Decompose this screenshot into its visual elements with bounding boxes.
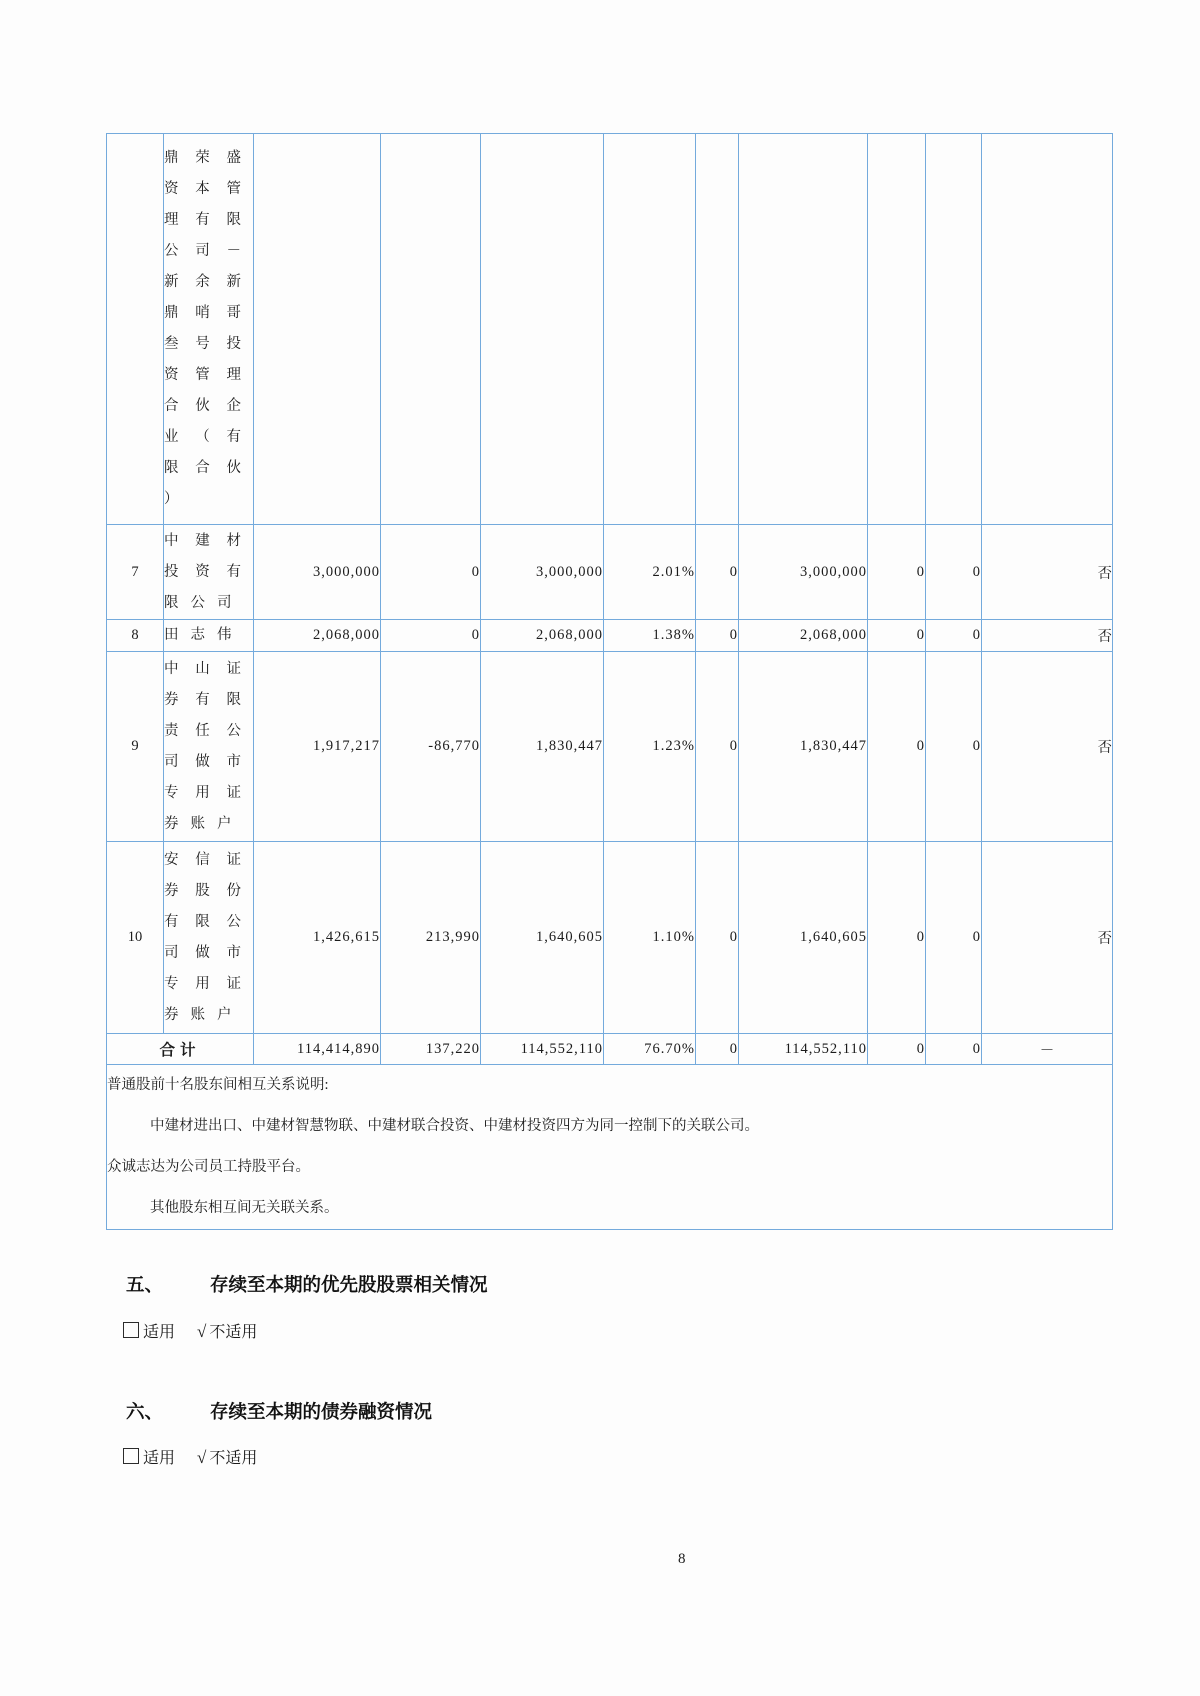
check-mark-icon: √ bbox=[197, 1448, 207, 1467]
shareholder-name-cell: 中建材投资有限公司 bbox=[164, 525, 254, 620]
value-cell: 3,000,000 bbox=[254, 525, 381, 620]
value-cell: 1.38% bbox=[604, 620, 696, 652]
value-cell: 1,640,605 bbox=[739, 842, 868, 1034]
answer-cell: 否 bbox=[982, 620, 1113, 652]
value-cell: 1.23% bbox=[604, 652, 696, 842]
value-cell: 213,990 bbox=[381, 842, 481, 1034]
value-cell bbox=[481, 134, 604, 525]
value-cell: 0 bbox=[926, 525, 982, 620]
total-value-cell: 0 bbox=[696, 1034, 739, 1065]
notes-row bbox=[107, 1065, 1113, 1230]
answer-cell bbox=[982, 134, 1113, 525]
value-cell: 0 bbox=[926, 842, 982, 1034]
relationship-notes-cell bbox=[107, 1065, 1113, 1230]
value-cell: 1,640,605 bbox=[481, 842, 604, 1034]
value-cell: 0 bbox=[926, 652, 982, 842]
table-row bbox=[107, 620, 1113, 652]
answer-cell: 否 bbox=[982, 652, 1113, 842]
check-mark-icon: √ bbox=[197, 1322, 207, 1341]
row-number-cell: 8 bbox=[107, 620, 164, 652]
value-cell: 0 bbox=[381, 525, 481, 620]
value-cell: 0 bbox=[696, 652, 739, 842]
not-applicable-label: 不适用 bbox=[209, 1450, 258, 1467]
row-number-cell: 10 bbox=[107, 842, 164, 1034]
notes-line: 其他股东相互间无关联关系。 bbox=[150, 1200, 339, 1216]
value-cell: 1,830,447 bbox=[481, 652, 604, 842]
total-value-cell: 0 bbox=[926, 1034, 982, 1065]
value-cell: 1,917,217 bbox=[254, 652, 381, 842]
section-number: 六、 bbox=[126, 1401, 164, 1422]
total-label-cell: 合计 bbox=[107, 1034, 254, 1065]
value-cell: 2,068,000 bbox=[739, 620, 868, 652]
shareholder-name-cell: 中山证券有限责任公司做市专用证券账户 bbox=[164, 652, 254, 842]
shareholder-table-body bbox=[107, 134, 1113, 1230]
value-cell bbox=[868, 134, 926, 525]
total-value-cell: 0 bbox=[868, 1034, 926, 1065]
applicable-label: 适用 bbox=[143, 1324, 176, 1341]
value-cell bbox=[926, 134, 982, 525]
total-answer-cell: － bbox=[982, 1034, 1113, 1065]
section-title: 存续至本期的优先股股票相关情况 bbox=[210, 1274, 488, 1295]
shareholder-name-cell: 安信证券股份有限公司做市专用证券账户 bbox=[164, 842, 254, 1034]
section-number: 五、 bbox=[126, 1274, 164, 1295]
answer-cell: 否 bbox=[982, 842, 1113, 1034]
notes-line: 众诚志达为公司员工持股平台。 bbox=[107, 1159, 310, 1175]
section-heading-bond-financing bbox=[126, 1399, 432, 1425]
value-cell: 0 bbox=[381, 620, 481, 652]
section-heading-preferred-shares bbox=[126, 1272, 488, 1298]
value-cell: -86,770 bbox=[381, 652, 481, 842]
value-cell bbox=[604, 134, 696, 525]
value-cell bbox=[254, 134, 381, 525]
row-number-cell: 7 bbox=[107, 525, 164, 620]
value-cell bbox=[696, 134, 739, 525]
value-cell: 1,830,447 bbox=[739, 652, 868, 842]
value-cell: 2.01% bbox=[604, 525, 696, 620]
table-row bbox=[107, 652, 1113, 842]
row-number-cell: 9 bbox=[107, 652, 164, 842]
shareholder-name-cell: 鼎荣盛资本管理有限公司－新余新鼎哨哥叁号投资管理合伙企业（有限合伙） bbox=[164, 134, 254, 525]
value-cell: 0 bbox=[696, 842, 739, 1034]
total-value-cell: 137,220 bbox=[381, 1034, 481, 1065]
value-cell: 3,000,000 bbox=[739, 525, 868, 620]
value-cell: 1,426,615 bbox=[254, 842, 381, 1034]
shareholder-table bbox=[106, 133, 1113, 1230]
table-row bbox=[107, 525, 1113, 620]
not-applicable-group bbox=[197, 1324, 257, 1341]
section-title: 存续至本期的债券融资情况 bbox=[210, 1401, 433, 1422]
value-cell: 0 bbox=[868, 525, 926, 620]
value-cell: 0 bbox=[696, 525, 739, 620]
value-cell: 3,000,000 bbox=[481, 525, 604, 620]
value-cell: 2,068,000 bbox=[254, 620, 381, 652]
not-applicable-label: 不适用 bbox=[209, 1324, 258, 1341]
total-value-cell: 76.70% bbox=[604, 1034, 696, 1065]
value-cell: 0 bbox=[926, 620, 982, 652]
notes-title: 普通股前十名股东间相互关系说明: bbox=[107, 1077, 329, 1093]
notes-line: 中建材进出口、中建材智慧物联、中建材联合投资、中建材投资四方为同一控制下的关联公司。 bbox=[150, 1118, 759, 1134]
value-cell: 0 bbox=[868, 620, 926, 652]
page-number: 8 bbox=[678, 1551, 686, 1567]
value-cell: 0 bbox=[868, 842, 926, 1034]
table-row bbox=[107, 134, 1113, 525]
value-cell: 1.10% bbox=[604, 842, 696, 1034]
answer-cell: 否 bbox=[982, 525, 1113, 620]
value-cell: 2,068,000 bbox=[481, 620, 604, 652]
total-value-cell: 114,414,890 bbox=[254, 1034, 381, 1065]
total-value-cell: 114,552,110 bbox=[481, 1034, 604, 1065]
checkbox-unchecked-icon bbox=[123, 1322, 139, 1338]
shareholder-name-cell: 田志伟 bbox=[164, 620, 254, 652]
table-row bbox=[107, 842, 1113, 1034]
row-number-cell bbox=[107, 134, 164, 525]
value-cell: 0 bbox=[868, 652, 926, 842]
value-cell: 0 bbox=[696, 620, 739, 652]
applicability-line-bond-financing bbox=[123, 1447, 257, 1470]
total-value-cell: 114,552,110 bbox=[739, 1034, 868, 1065]
total-row bbox=[107, 1034, 1113, 1065]
value-cell bbox=[739, 134, 868, 525]
checkbox-unchecked-icon bbox=[123, 1448, 139, 1464]
applicable-label: 适用 bbox=[143, 1450, 176, 1467]
applicability-line-preferred-shares bbox=[123, 1321, 257, 1344]
not-applicable-group bbox=[197, 1450, 257, 1467]
value-cell bbox=[381, 134, 481, 525]
